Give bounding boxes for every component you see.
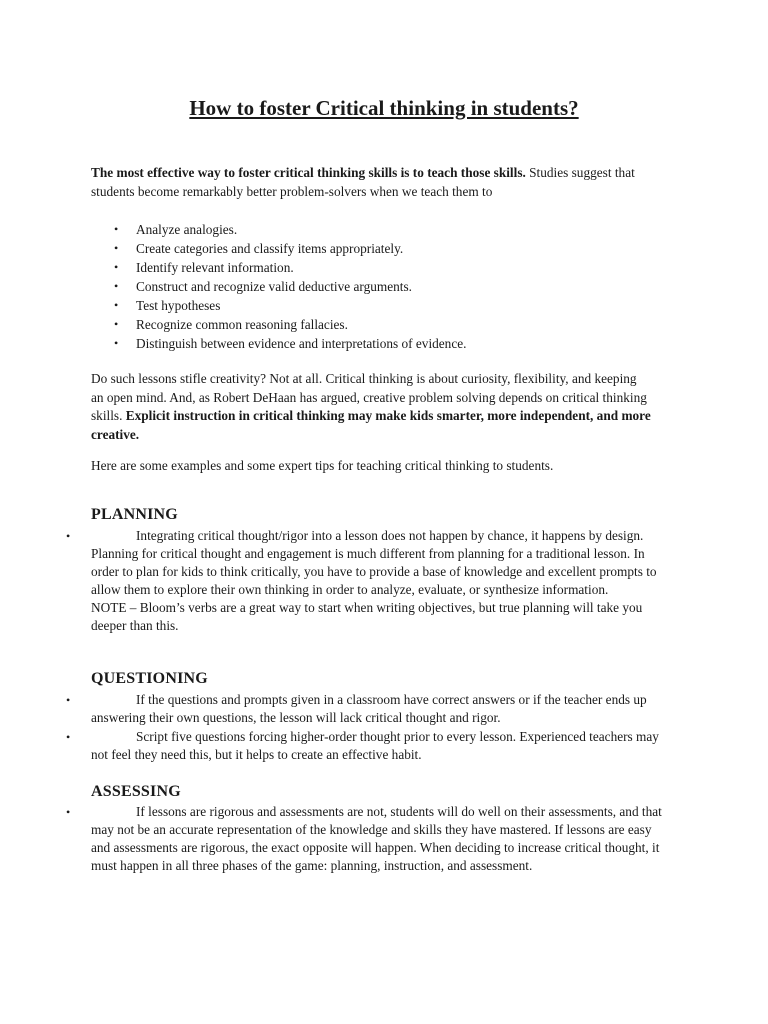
bullet-icon: • <box>114 260 119 274</box>
skills-list <box>91 220 651 353</box>
assessing-item <box>91 803 663 875</box>
assessing-item-text: If lessons are rigorous and assessments are not, students will do well on their assessments, and that may not be an accurate representation of the knowledge and skills they have mastered. If lessons are easy and assessments are rigorous, the exact opposite will happen. When deciding to increase critical thought, it must happen in all three phases of the game: planning, instruction, and assessment. <box>91 804 662 873</box>
list-item <box>91 220 651 239</box>
bullet-icon: • <box>66 529 71 543</box>
list-item <box>91 258 651 277</box>
list-item-text: Construct and recognize valid deductive arguments. <box>136 279 412 294</box>
questioning-heading: QUESTIONING <box>91 670 208 687</box>
intro-paragraph <box>91 164 651 201</box>
list-item <box>91 315 651 334</box>
list-item <box>91 296 651 315</box>
bullet-icon: • <box>114 222 119 236</box>
creativity-text: Do such lessons stifle creativity? Not at all. Critical thinking is about curiosity, flexibility, and keeping an open mind. And, as Robert DeHaan has argued, creative problem solving depends on critical thinking skills. <box>91 371 647 423</box>
assessing-heading: ASSESSING <box>91 783 181 800</box>
bullet-icon: • <box>114 336 119 350</box>
page-title: How to foster Critical thinking in students? <box>189 96 579 120</box>
list-item-text: Test hypotheses <box>136 298 221 313</box>
questioning-item-text: Script five questions forcing higher-order thought prior to every lesson. Experienced teachers may not feel they need this, but it helps to create an effective habit. <box>91 729 659 762</box>
list-item-text: Identify relevant information. <box>136 260 294 275</box>
planning-item-text: Integrating critical thought/rigor into a lesson does not happen by chance, it happens by design. Planning for critical thought and engagement is much different from planning for a traditional lesson. In order to plan for kids to think critically, you have to provide a base of knowledge and excellent prompts to allow them to explore their own thinking in order to analyze, evaluate, or synthesize information. <box>91 528 657 597</box>
examples-paragraph: Here are some examples and some expert tips for teaching critical thinking to students. <box>91 458 554 473</box>
bullet-icon: • <box>66 693 71 707</box>
list-item-text: Recognize common reasoning fallacies. <box>136 317 348 332</box>
intro-bold-text: The most effective way to foster critical thinking skills is to teach those skills. <box>91 165 526 180</box>
questioning-item-text: If the questions and prompts given in a classroom have correct answers or if the teacher ends up answering their own questions, the lesson will lack critical thought and rigor. <box>91 692 647 725</box>
bullet-icon: • <box>66 805 71 819</box>
list-item <box>91 239 651 258</box>
intro-text: Studies suggest that students become remarkably better problem-solvers when we teach them to <box>91 165 635 199</box>
list-item-text: Create categories and classify items appropriately. <box>136 241 404 256</box>
planning-item <box>91 527 663 635</box>
creativity-bold-text: Explicit instruction in critical thinking may make kids smarter, more independent, and more creative. <box>91 408 651 442</box>
list-item <box>91 277 651 296</box>
bullet-icon: • <box>66 730 71 744</box>
creativity-paragraph <box>91 370 651 444</box>
planning-heading: PLANNING <box>91 506 178 523</box>
questioning-item <box>91 691 663 727</box>
list-item <box>91 334 651 353</box>
bullet-icon: • <box>114 279 119 293</box>
planning-note: NOTE – Bloom’s verbs are a great way to start when writing objectives, but true planning will take you deeper than this. <box>91 600 643 633</box>
bullet-icon: • <box>114 298 119 312</box>
list-item-text: Analyze analogies. <box>136 222 238 237</box>
questioning-item <box>91 728 663 764</box>
list-item-text: Distinguish between evidence and interpretations of evidence. <box>136 336 467 351</box>
bullet-icon: • <box>114 317 119 331</box>
bullet-icon: • <box>114 241 119 255</box>
